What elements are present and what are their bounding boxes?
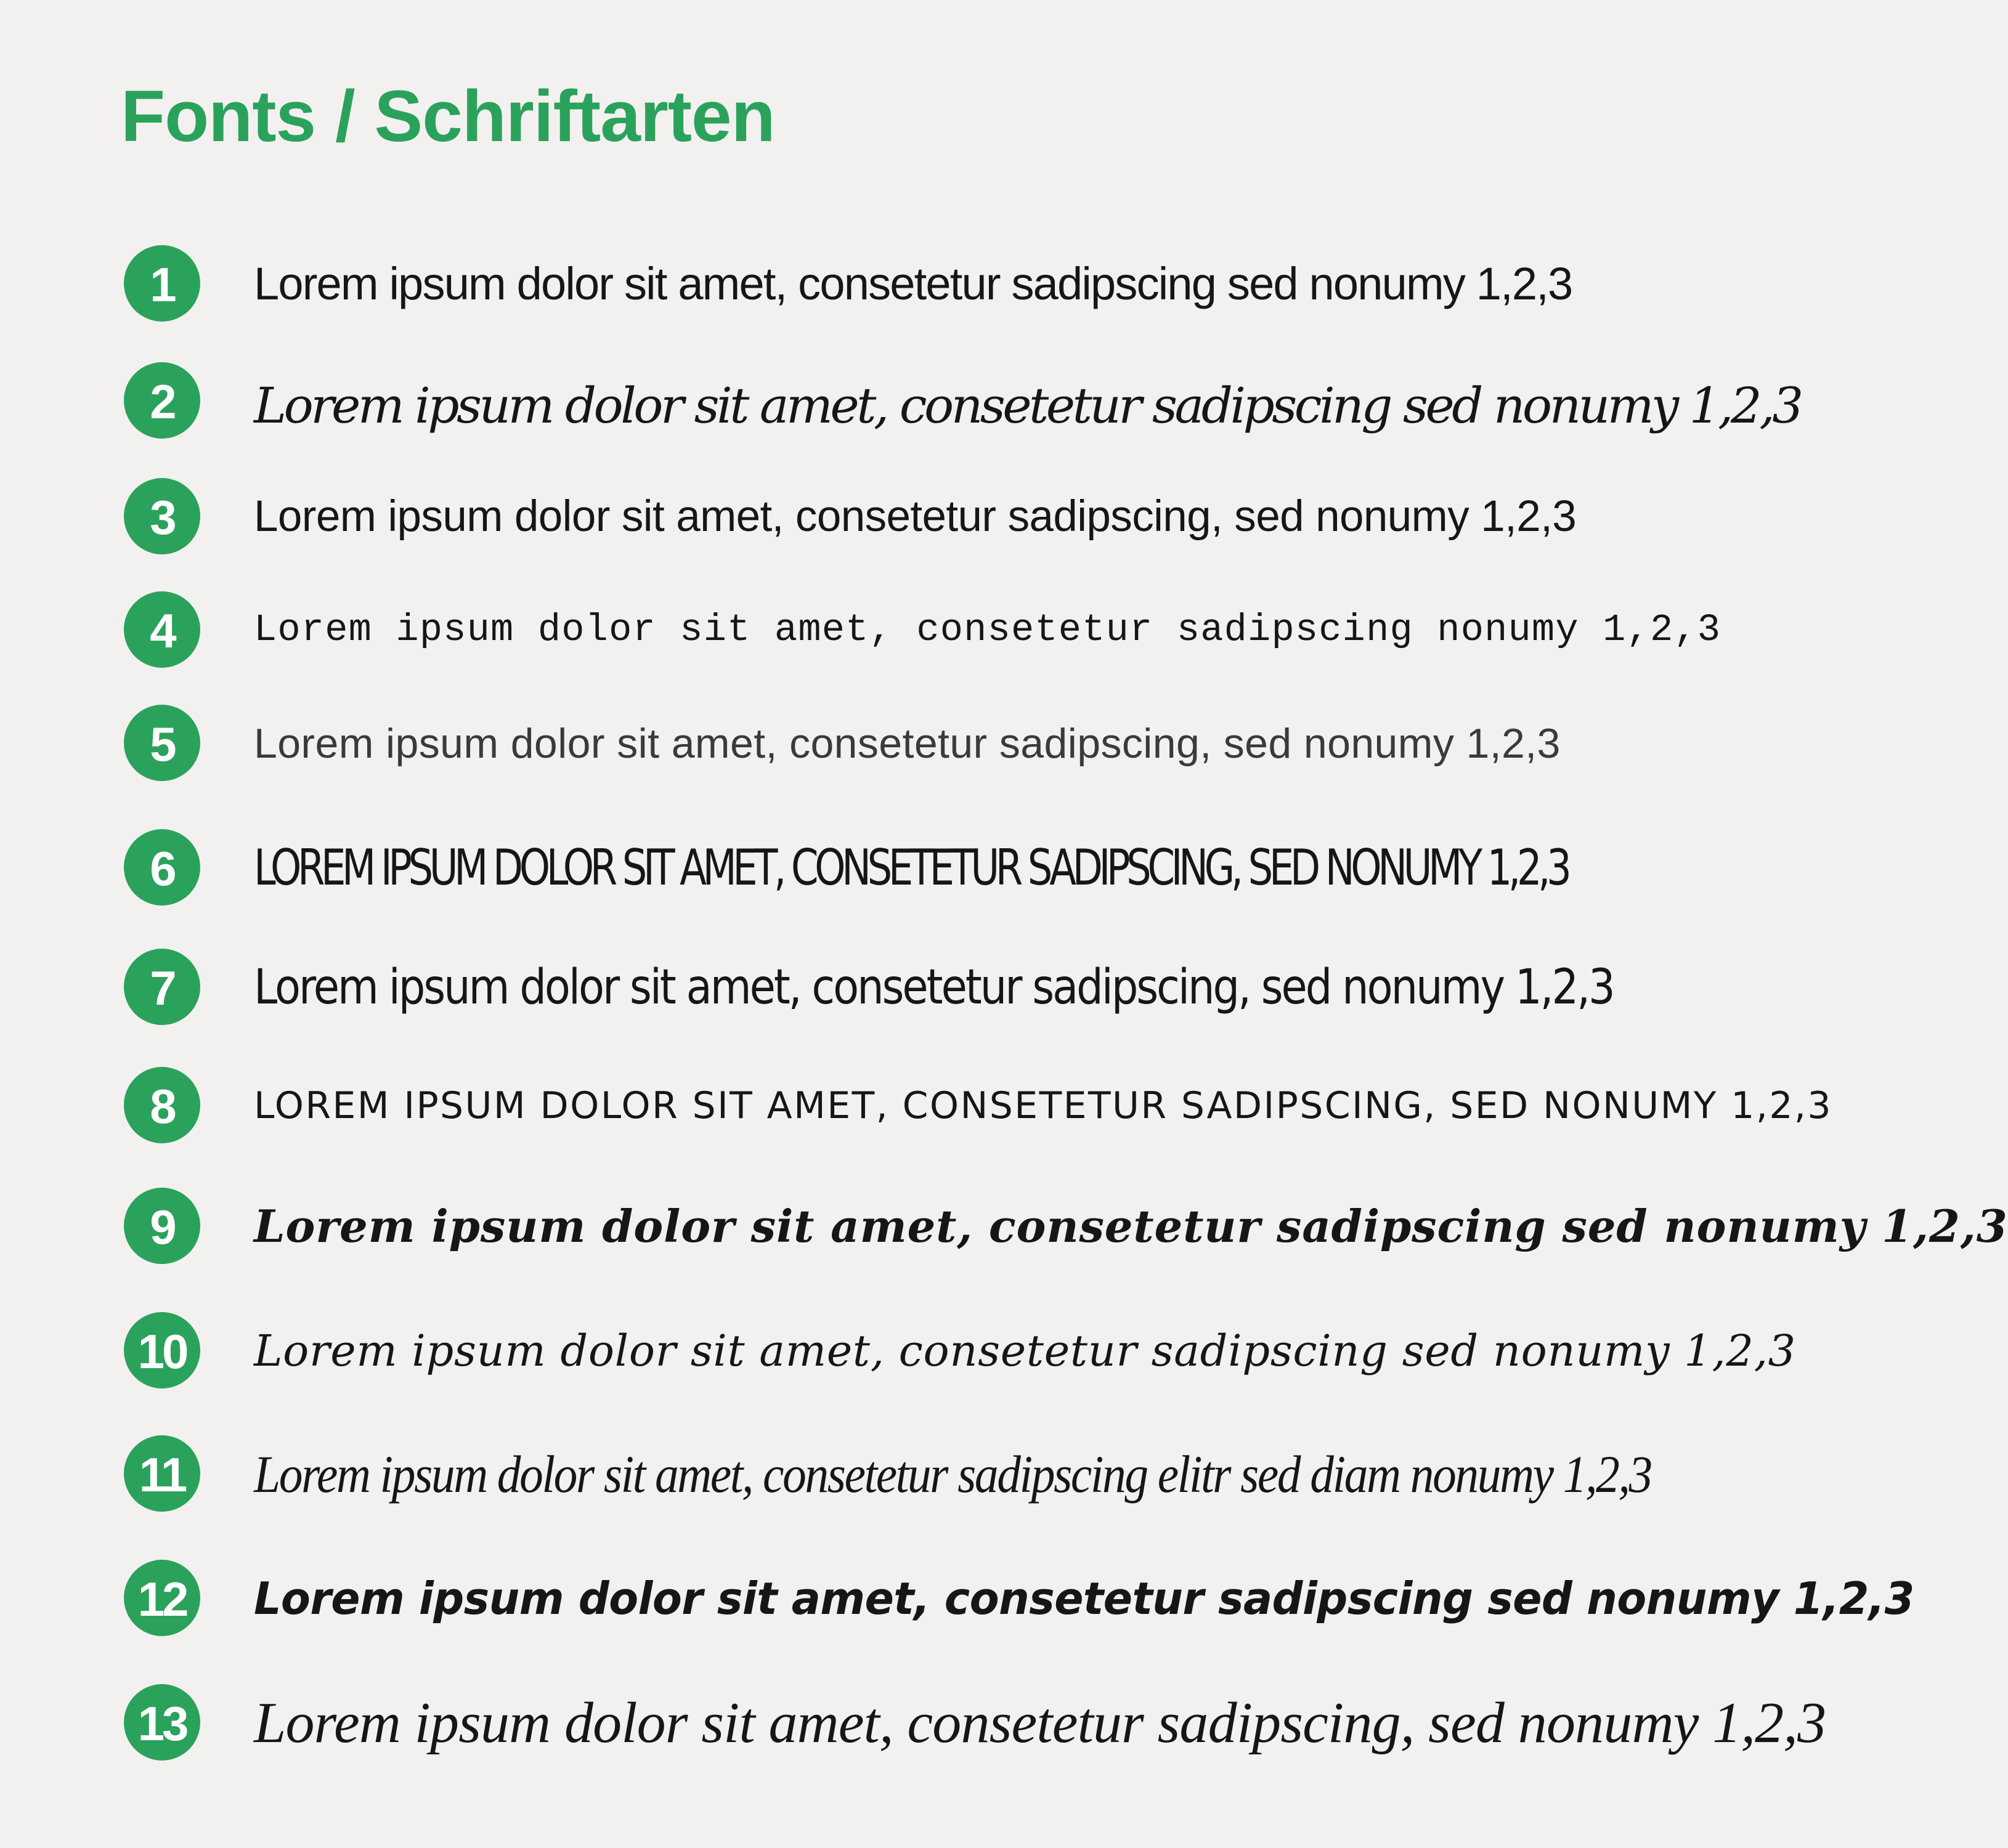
font-sample-text: Lorem ipsum dolor sit amet, consetetur sadipscing, sed nonumy 1,2,3 [254,1691,1826,1755]
font-number-badge: 5 [124,705,200,781]
font-sample-text: Lorem ipsum dolor sit amet, consetetur sadipscing, sed nonumy 1,2,3 [254,720,1561,767]
font-sample-row-11 [0,1435,1827,1513]
font-sample-text: Lorem ipsum dolor sit amet, consetetur sadipscing sed nonumy 1,2,3 [254,258,1572,309]
font-number-badge: 7 [124,949,200,1025]
font-sample-row-13 [0,1684,1827,1762]
font-sample-text: Lorem ipsum dolor sit amet, consetetur sadipscing sed nonumy 1,2,3 [254,1573,1914,1624]
font-number-badge: 13 [124,1684,200,1761]
font-sample-row-10 [0,1312,1827,1390]
font-sample-row-12 [0,1560,1914,1637]
font-sample-text: Lorem ipsum dolor sit amet, consetetur sadipscing sed nonumy 1,2,3 [254,1326,1796,1376]
font-sample-text: LOREM IPSUM DOLOR SIT AMET, CONSETETUR SADIPSCING, SED NONUMY 1,2,3 [254,839,1568,896]
font-sample-text: Lorem ipsum dolor sit amet, consetetur sadipscing nonumy 1,2,3 [254,608,1721,652]
font-sample-text: Lorem ipsum dolor sit amet, consetetur sadipscing, sed nonumy 1,2,3 [254,960,1614,1015]
font-sample-text: LOREM IPSUM DOLOR SIT AMET, CONSETETUR SADIPSCING, SED NONUMY 1,2,3 [254,1084,1832,1127]
font-number-badge: 10 [124,1312,200,1388]
font-number-badge: 3 [124,478,200,554]
font-number-badge: 11 [124,1435,200,1512]
font-sample-text: Lorem ipsum dolor sit amet, consetetur sadipscing sed nonumy 1,2,3 [254,377,1801,434]
font-number-badge: 12 [124,1560,200,1636]
font-sample-row-7 [0,949,1827,1026]
font-sample-text: Lorem ipsum dolor sit amet, consetetur sadipscing, sed nonumy 1,2,3 [254,492,1577,541]
font-sample-row-5 [0,705,1827,782]
font-sample-text: Lorem ipsum dolor sit amet, consetetur sadipscing elitr sed diam nonumy 1,2,3 [254,1445,1651,1504]
font-number-badge: 2 [124,362,200,439]
font-number-badge: 6 [124,829,200,906]
font-sample-row-8 [0,1067,1832,1145]
font-sample-text: Lorem ipsum dolor sit amet, consetetur sadipscing sed nonumy 1,2,3 [254,1200,2008,1252]
font-number-badge: 1 [124,245,200,322]
font-sample-row-9 [0,1188,2008,1265]
font-number-badge: 8 [124,1067,200,1143]
font-sample-row-4 [0,591,1827,669]
font-sample-row-1 [0,245,1827,323]
font-number-badge: 4 [124,591,200,668]
font-sample-row-6 [0,829,1827,907]
page-title: Fonts / Schriftarten [121,76,775,157]
font-sample-row-2 [0,362,1827,440]
font-number-badge: 9 [124,1188,200,1264]
font-sample-row-3 [0,478,1827,556]
